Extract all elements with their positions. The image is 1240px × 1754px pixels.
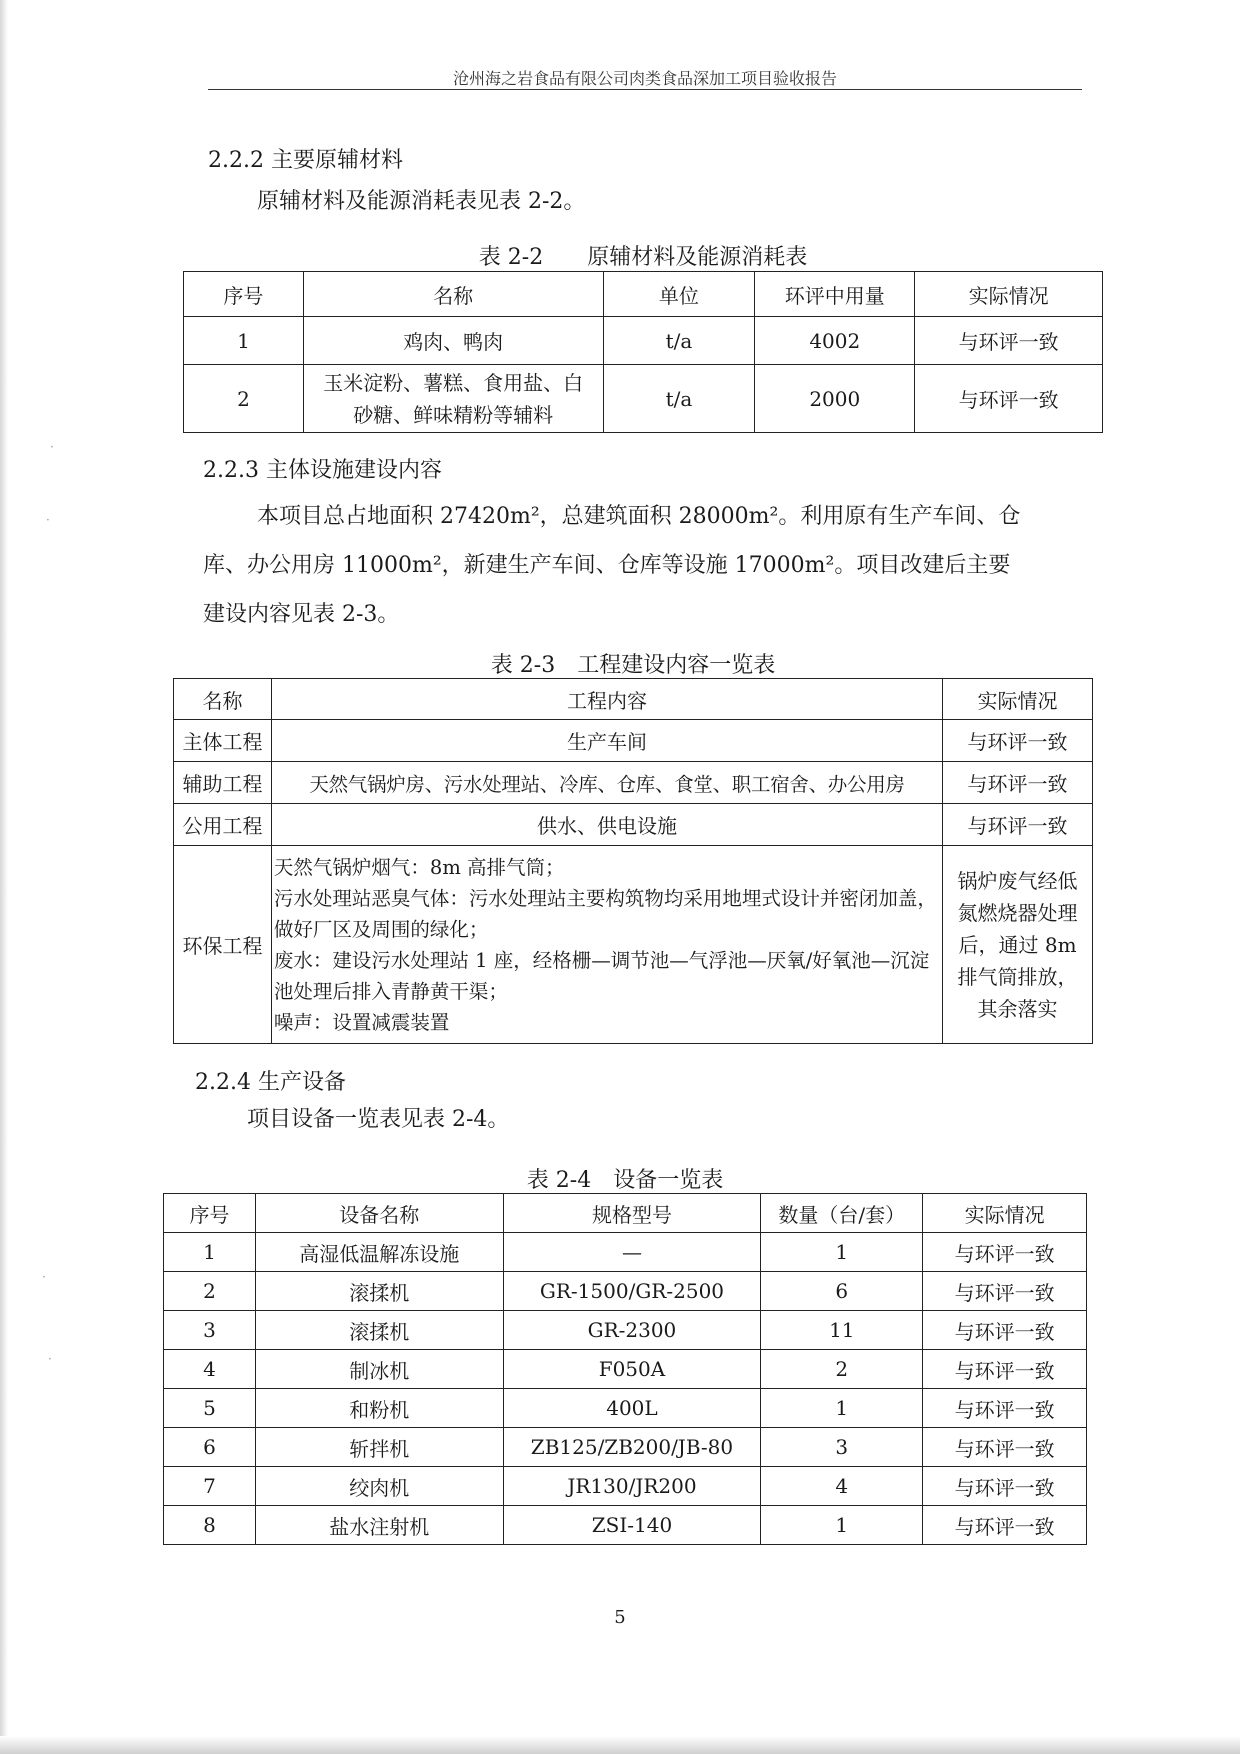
column-header: 数量（台/套） — [761, 1194, 923, 1233]
table-header-row — [184, 272, 1103, 317]
table-cell: 4 — [761, 1467, 923, 1506]
table-cell: GR-2300 — [503, 1311, 761, 1350]
table-cell: 5 — [164, 1389, 256, 1428]
column-header: 规格型号 — [503, 1194, 761, 1233]
table-cell: 与环评一致 — [923, 1272, 1087, 1311]
table-cell: 与环评一致 — [923, 1506, 1087, 1545]
table-cell: 1 — [184, 317, 304, 365]
table-cell: 400L — [503, 1389, 761, 1428]
table-cell: 制冰机 — [255, 1350, 503, 1389]
table-cell: 与环评一致 — [923, 1311, 1087, 1350]
env-measure-line: 噪声：设置减震装置 — [273, 1010, 450, 1034]
env-measure-line: 污水处理站恶臭气体：污水处理站主要构筑物均采用地埋式设计并密闭加盖，做好厂区及周围的绿化； — [273, 886, 937, 941]
table-cell: 主体工程 — [174, 720, 272, 762]
table-cell: 盐水注射机 — [255, 1506, 503, 1545]
paragraph-line: 建设内容见表 2-3。 — [203, 602, 400, 627]
paragraph-line: 本项目总占地面积 27420m²，总建筑面积 28000m²。利用原有生产车间、仓 — [257, 504, 1021, 529]
table-cell: 滚揉机 — [255, 1272, 503, 1311]
table-cell: 高湿低温解冻设施 — [255, 1233, 503, 1272]
table-row — [164, 1311, 1087, 1350]
page-number: 5 — [614, 1607, 626, 1628]
column-header: 实际情况 — [915, 272, 1103, 317]
table-cell: F050A — [503, 1350, 761, 1389]
table-cell: 辅助工程 — [174, 762, 272, 804]
table-row — [164, 1233, 1087, 1272]
table-cell: 与环评一致 — [923, 1233, 1087, 1272]
table-cell: 7 — [164, 1467, 256, 1506]
table-cell: 2000 — [755, 365, 915, 433]
table-row — [174, 804, 1093, 846]
column-header: 实际情况 — [923, 1194, 1087, 1233]
table-cell: 鸡肉、鸭肉 — [303, 317, 603, 365]
column-header: 名称 — [174, 679, 272, 720]
table-cell: 与环评一致 — [923, 1350, 1087, 1389]
table-row — [164, 1389, 1087, 1428]
table-cell: 和粉机 — [255, 1389, 503, 1428]
scan-speck: · — [50, 440, 54, 454]
table-cell: 与环评一致 — [915, 365, 1103, 433]
column-header: 实际情况 — [943, 679, 1093, 720]
table-cell: 锅炉废气经低氮燃烧器处理后，通过 8m 排气筒排放，其余落实 — [943, 846, 1093, 1044]
table-cell: 环保工程 — [174, 846, 272, 1044]
header-rule — [208, 89, 1082, 90]
table-cell: t/a — [603, 365, 755, 433]
table-cell: 3 — [164, 1311, 256, 1350]
column-header: 设备名称 — [255, 1194, 503, 1233]
table-header-row — [164, 1194, 1087, 1233]
table-cell: t/a — [603, 317, 755, 365]
table-cell: 与环评一致 — [943, 804, 1093, 846]
table-cell: 绞肉机 — [255, 1467, 503, 1506]
column-header: 单位 — [603, 272, 755, 317]
section-heading-2-2-2: 2.2.2 主要原辅材料 — [208, 148, 403, 173]
env-measure-line: 天然气锅炉烟气：8m 高排气筒； — [273, 855, 565, 879]
materials-table — [183, 271, 1103, 433]
table-cell: JR130/JR200 — [503, 1467, 761, 1506]
table-cell: 与环评一致 — [923, 1389, 1087, 1428]
equipment-table — [163, 1193, 1087, 1545]
table-cell: 6 — [164, 1428, 256, 1467]
section-intro-2-2-2: 原辅材料及能源消耗表见表 2-2。 — [257, 189, 586, 214]
table-cell: 与环评一致 — [943, 720, 1093, 762]
table-row — [174, 762, 1093, 804]
table-cell: 11 — [761, 1311, 923, 1350]
table-cell: 1 — [164, 1233, 256, 1272]
table-cell: 4002 — [755, 317, 915, 365]
table-row — [184, 317, 1103, 365]
table-row — [174, 720, 1093, 762]
column-header: 序号 — [164, 1194, 256, 1233]
table-cell: 公用工程 — [174, 804, 272, 846]
table-cell: 玉米淀粉、薯糕、食用盐、白砂糖、鲜味精粉等辅料 — [303, 365, 603, 433]
env-measure-line: 废水：建设污水处理站 1 座，经格栅—调节池—气浮池—厌氧/好氧池—沉淀池处理后排入青静黄干渠； — [273, 948, 930, 1003]
table-cell: 1 — [761, 1233, 923, 1272]
column-header: 序号 — [184, 272, 304, 317]
column-header: 环评中用量 — [755, 272, 915, 317]
section-heading-2-2-3: 2.2.3 主体设施建设内容 — [203, 458, 442, 483]
table-cell: 与环评一致 — [923, 1467, 1087, 1506]
table-cell: 2 — [184, 365, 304, 433]
table-cell: 与环评一致 — [915, 317, 1103, 365]
table-row — [164, 1506, 1087, 1545]
table-cell: 斩拌机 — [255, 1428, 503, 1467]
table-cell: GR-1500/GR-2500 — [503, 1272, 761, 1311]
paragraph-line: 库、办公用房 11000m²，新建生产车间、仓库等设施 17000m²。项目改建后主要 — [203, 553, 1011, 578]
scan-shadow-edge — [0, 0, 8, 1754]
column-header: 工程内容 — [271, 679, 942, 720]
table-cell: 6 — [761, 1272, 923, 1311]
table-cell: 天然气锅炉房、污水处理站、冷库、仓库、食堂、职工宿舍、办公用房 — [271, 762, 942, 804]
table-row — [174, 846, 1093, 1044]
table-header-row — [174, 679, 1093, 720]
table-cell: 2 — [761, 1350, 923, 1389]
table-cell: 与环评一致 — [943, 762, 1093, 804]
table-cell: 与环评一致 — [923, 1428, 1087, 1467]
table-cell: ZSI-140 — [503, 1506, 761, 1545]
table-caption-2-2: 表 2-2 原辅材料及能源消耗表 — [478, 245, 808, 270]
table-row — [164, 1272, 1087, 1311]
scan-speck: · — [48, 1352, 52, 1366]
table-cell: ZB125/ZB200/JB-80 — [503, 1428, 761, 1467]
construction-table — [173, 678, 1093, 1044]
table-row — [164, 1428, 1087, 1467]
table-cell: 滚揉机 — [255, 1311, 503, 1350]
scan-speck: · — [46, 513, 50, 527]
table-cell: 3 — [761, 1428, 923, 1467]
table-caption-2-3: 表 2-3 工程建设内容一览表 — [490, 653, 776, 678]
table-caption-2-4: 表 2-4 设备一览表 — [526, 1168, 724, 1193]
table-cell: 生产车间 — [271, 720, 942, 762]
table-cell: 供水、供电设施 — [271, 804, 942, 846]
env-measures-cell — [271, 846, 942, 1044]
table-row — [164, 1350, 1087, 1389]
table-cell: 2 — [164, 1272, 256, 1311]
running-header: 沧州海之岩食品有限公司肉类食品深加工项目验收报告 — [452, 69, 837, 88]
scan-speck: · — [42, 1270, 46, 1284]
table-cell: 1 — [761, 1389, 923, 1428]
table-cell: — — [503, 1233, 761, 1272]
table-cell: 4 — [164, 1350, 256, 1389]
column-header: 名称 — [303, 272, 603, 317]
table-row — [184, 365, 1103, 433]
table-cell: 1 — [761, 1506, 923, 1545]
scan-bottom-shadow — [0, 1736, 1240, 1754]
section-intro-2-2-4: 项目设备一览表见表 2-4。 — [247, 1107, 510, 1132]
section-heading-2-2-4: 2.2.4 生产设备 — [195, 1070, 346, 1095]
table-cell: 8 — [164, 1506, 256, 1545]
table-row — [164, 1467, 1087, 1506]
